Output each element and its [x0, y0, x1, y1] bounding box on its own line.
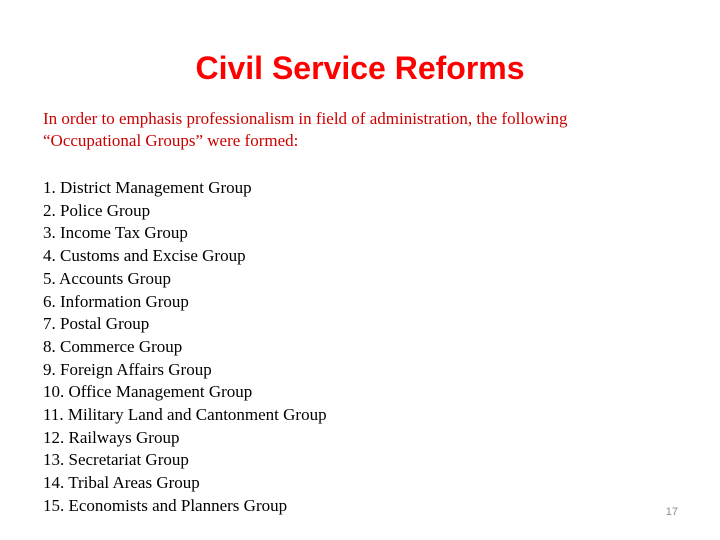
list-item: 1. District Management Group: [43, 178, 252, 197]
list-item: 3. Income Tax Group: [43, 223, 188, 243]
list-item: 11. Military Land and Cantonment Group: [43, 405, 327, 425]
intro-line-1: In order to emphasis professionalism in field of administration, the following: [43, 109, 568, 128]
list-item: 5. Accounts Group: [43, 268, 171, 288]
occupational-groups-list: [43, 177, 327, 518]
list-item: 4. Customs and Excise Group: [43, 246, 246, 266]
slide-title: Civil Service Reforms: [195, 50, 525, 86]
intro-line-2: “Occupational Groups” were formed:: [43, 131, 299, 150]
list-item: 15. Economists and Planners Group: [43, 495, 288, 515]
list-item: 8. Commerce Group: [43, 336, 183, 356]
list-item: 6. Information Group: [43, 291, 189, 311]
list-item: 10. Office Management Group: [43, 382, 253, 402]
intro-paragraph: [43, 108, 683, 152]
list-item: 12. Railways Group: [43, 427, 180, 447]
list-item: 2. Police Group: [43, 200, 151, 220]
list-item: 14. Tribal Areas Group: [43, 473, 200, 493]
list-item: 7. Postal Group: [43, 314, 150, 334]
list-item: 13. Secretariat Group: [43, 450, 189, 470]
list-item: 9. Foreign Affairs Group: [43, 359, 212, 379]
page-number: 17: [665, 506, 678, 518]
